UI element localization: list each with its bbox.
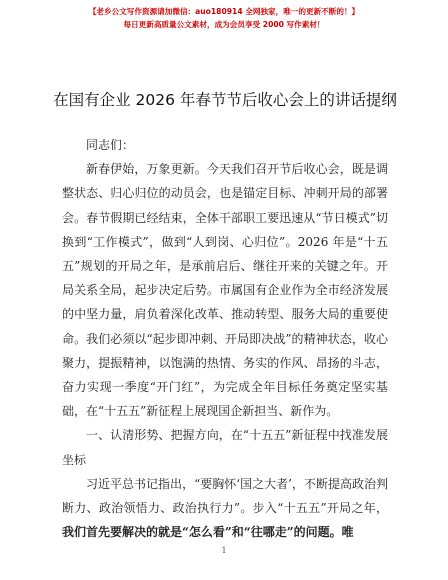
page-number: 1 <box>221 546 227 555</box>
body-paragraph: 新春伊始，万象更新。今天我们召开节后收心会，既是调整状态、归心归位的动员会，也是锚定目标、冲刺开局的部署会。春节假期已经结束，全体干部职工要迅速从“节日模式”切换到“工作模式”，做到“人到岗、心归位”。2026 年是“十五五”规划的开局之年，是承前启后、继往开来的关键之年。开局关系全局，起步决定后势。市属国有企业作为全市经济发展的中坚力量，肩负着深化改革、推动转型、服务大局的重要使命。我们必须以“起步即冲刺、开局即决战”的精神状态，收心聚力，提振精神，以饱满的热情、务实的作风、昂扬的斗志，奋力实现一季度“开门红”，为完成全年目标任务奠定坚实基础，在“十五五”新征程上展现国企新担当、新作为。 <box>62 162 388 419</box>
section-heading: 一、认清形势、把握方向，在“十五五”新征程中找准发展坐标 <box>62 428 388 467</box>
document-title: 在国有企业 2026 年春节节后收心会上的讲话提纲 <box>53 91 397 109</box>
promo-banner <box>0 6 448 31</box>
promo-banner-line-2: 每日更新高质量公文素材，成为会员享受 2000 写作素材！ <box>123 20 325 29</box>
section-paragraph <box>62 472 388 545</box>
salutation: 同志们： <box>86 138 135 152</box>
section-paragraph-bold-text: 我们首先要解决的就是“怎么看”和“往哪走”的问题。唯 <box>62 525 354 540</box>
promo-banner-line-1: 【老乡公文写作资源请加微信：auo180914 全网独家，唯一的更新不断的！】 <box>88 7 360 16</box>
section-paragraph-text: 习近平总书记指出，“要胸怀‘国之大者’，不断提高政治判断力、政治领悟力、政治执行力”。步入“十五五”开局之年， <box>62 476 388 516</box>
document-body <box>62 133 388 544</box>
